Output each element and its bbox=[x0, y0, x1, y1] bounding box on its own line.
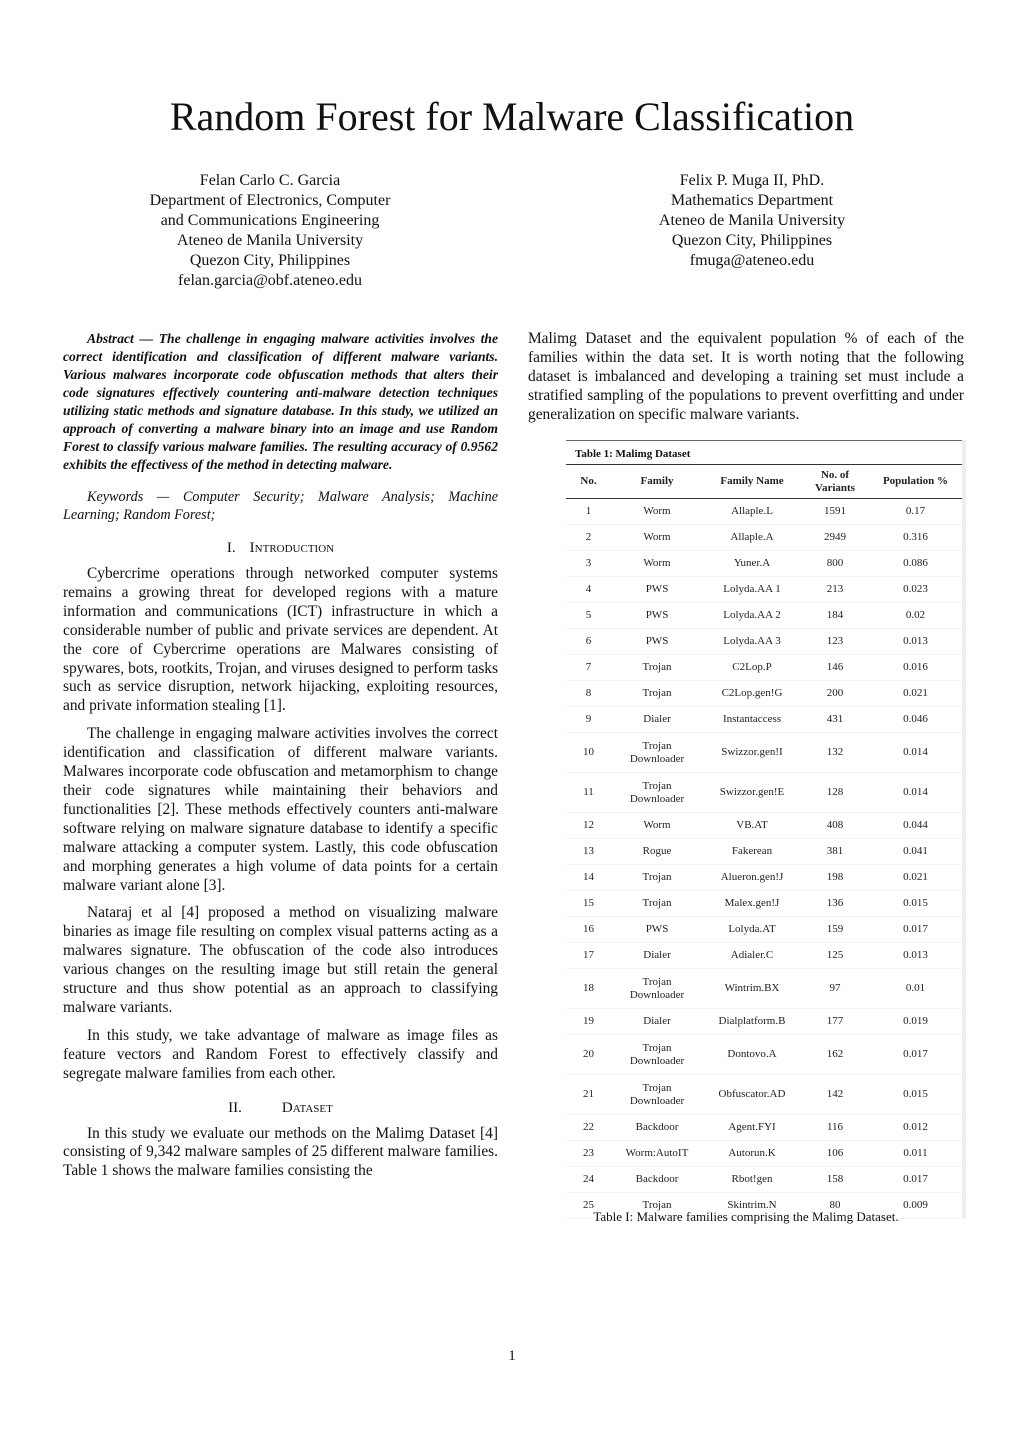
table-row bbox=[566, 629, 962, 655]
section-title: Dataset bbox=[281, 1099, 333, 1116]
table-cell: 0.011 bbox=[869, 1141, 962, 1167]
table-cell: 0.014 bbox=[869, 773, 962, 813]
table-cell: Worm bbox=[611, 551, 703, 577]
section-title: Introduction bbox=[249, 540, 335, 556]
table-cell: 128 bbox=[801, 773, 869, 813]
table-cell: 97 bbox=[801, 969, 869, 1009]
table-cell: 0.013 bbox=[869, 629, 962, 655]
table-cell: C2Lop.gen!G bbox=[703, 681, 801, 707]
table-cell: 125 bbox=[801, 943, 869, 969]
table-cell: 177 bbox=[801, 1009, 869, 1035]
author-name: Felix P. Muga II, PhD. bbox=[679, 172, 825, 189]
table-cell: 0.019 bbox=[869, 1009, 962, 1035]
table-row bbox=[566, 577, 962, 603]
table-cell: 2 bbox=[566, 525, 611, 551]
section-number: I. bbox=[226, 540, 236, 556]
table-cell: 1591 bbox=[801, 499, 869, 525]
table-cell: 8 bbox=[566, 681, 611, 707]
table-cell: 2949 bbox=[801, 525, 869, 551]
table-cell: 0.02 bbox=[869, 603, 962, 629]
table-cell: Adialer.C bbox=[703, 943, 801, 969]
table-cell: 3 bbox=[566, 551, 611, 577]
table-cell: Dialplatform.B bbox=[703, 1009, 801, 1035]
table-cell: 0.015 bbox=[869, 1075, 962, 1115]
table-cell: 116 bbox=[801, 1115, 869, 1141]
author-location: Quezon City, Philippines bbox=[189, 252, 351, 269]
table-cell: Dontovo.A bbox=[703, 1035, 801, 1075]
column-header: No. bbox=[566, 465, 611, 499]
table-row bbox=[566, 1035, 962, 1075]
table-cell: Worm bbox=[611, 525, 703, 551]
author-block-2 bbox=[592, 171, 912, 271]
table-cell: 162 bbox=[801, 1035, 869, 1075]
table-cell: 132 bbox=[801, 733, 869, 773]
table-cell: 0.086 bbox=[869, 551, 962, 577]
table-cell: 11 bbox=[566, 773, 611, 813]
table-cell: 23 bbox=[566, 1141, 611, 1167]
table-cell: 0.023 bbox=[869, 577, 962, 603]
table-cell: 381 bbox=[801, 839, 869, 865]
table-cell: 800 bbox=[801, 551, 869, 577]
table-cell: 25 bbox=[566, 1193, 611, 1219]
table-row bbox=[566, 1009, 962, 1035]
table-cell: C2Lop.P bbox=[703, 655, 801, 681]
table-row bbox=[566, 865, 962, 891]
table-row bbox=[566, 891, 962, 917]
section-heading-introduction bbox=[63, 539, 498, 557]
table-cell: 184 bbox=[801, 603, 869, 629]
table-cell: Rbot!gen bbox=[703, 1167, 801, 1193]
table-cell: 16 bbox=[566, 917, 611, 943]
author-affiliation: Mathematics Department bbox=[670, 192, 834, 209]
data-table bbox=[566, 464, 962, 1219]
table-cell: 9 bbox=[566, 707, 611, 733]
table-row bbox=[566, 773, 962, 813]
table-cell: Backdoor bbox=[611, 1167, 703, 1193]
table-cell: 0.012 bbox=[869, 1115, 962, 1141]
table-cell: 10 bbox=[566, 733, 611, 773]
author-email: felan.garcia@obf.ateneo.edu bbox=[178, 272, 362, 289]
table-row bbox=[566, 1167, 962, 1193]
table-cell: Allaple.L bbox=[703, 499, 801, 525]
table-cell: 0.041 bbox=[869, 839, 962, 865]
table-cell: Trojan Downloader bbox=[611, 773, 703, 813]
table-cell: 1 bbox=[566, 499, 611, 525]
malimg-table bbox=[566, 440, 962, 1219]
table-cell: 24 bbox=[566, 1167, 611, 1193]
section-number: II. bbox=[228, 1099, 242, 1116]
table-row bbox=[566, 1141, 962, 1167]
page-number: 1 bbox=[508, 1348, 516, 1364]
table-cell: Yuner.A bbox=[703, 551, 801, 577]
table-cell: 17 bbox=[566, 943, 611, 969]
table-cell: 0.017 bbox=[869, 917, 962, 943]
table-cell: VB.AT bbox=[703, 813, 801, 839]
table-cell: 7 bbox=[566, 655, 611, 681]
table-cell: 159 bbox=[801, 917, 869, 943]
author-location: Quezon City, Philippines bbox=[671, 232, 833, 249]
table-cell: Agent.FYI bbox=[703, 1115, 801, 1141]
table-cell: 408 bbox=[801, 813, 869, 839]
author-email: fmuga@ateneo.edu bbox=[689, 252, 815, 269]
table-cell: Trojan Downloader bbox=[611, 1035, 703, 1075]
column-header: Family bbox=[611, 465, 703, 499]
table-cell: 15 bbox=[566, 891, 611, 917]
column-header: Family Name bbox=[703, 465, 801, 499]
table-cell: Dialer bbox=[611, 943, 703, 969]
intro-paragraph-3: Nataraj et al [4] proposed a method on visualizing malware binaries as image file resulting on complex visual patterns acting as a malwares signature. The obfuscation of the code also introduces various changes on the resulting image but still retain the general structure and thus show potential as an approach to classifying malware variants. bbox=[63, 904, 498, 1016]
table-cell: 5 bbox=[566, 603, 611, 629]
table-cell: 6 bbox=[566, 629, 611, 655]
table-cell: 200 bbox=[801, 681, 869, 707]
table-cell: 136 bbox=[801, 891, 869, 917]
table-row bbox=[566, 655, 962, 681]
table-cell: 0.014 bbox=[869, 733, 962, 773]
table-cell: PWS bbox=[611, 629, 703, 655]
table-row bbox=[566, 525, 962, 551]
table-cell: Skintrim.N bbox=[703, 1193, 801, 1219]
table-row bbox=[566, 681, 962, 707]
table-row bbox=[566, 839, 962, 865]
table-cell: Rogue bbox=[611, 839, 703, 865]
table-cell: 0.021 bbox=[869, 681, 962, 707]
table-cell: Lolyda.AA 3 bbox=[703, 629, 801, 655]
table-cell: Fakerean bbox=[703, 839, 801, 865]
table-cell: Dialer bbox=[611, 1009, 703, 1035]
table-cell: 0.017 bbox=[869, 1035, 962, 1075]
table-cell: 18 bbox=[566, 969, 611, 1009]
table-cell: 80 bbox=[801, 1193, 869, 1219]
author-block-1 bbox=[110, 171, 430, 291]
intro-paragraph-1: Cybercrime operations through networked computer systems remains a growing threat for developed regions with a mature information and communications (ICT) infrastructure in which a considerable number of public and private services are dependent. At the core of Cybercrime operations are Malwares consisting of spywares, bots, rootkits, Trojan, and viruses designed to perform tasks such as service disruption, network hijacking, exploiting resources, and private information stealing [1]. bbox=[63, 565, 498, 715]
table-cell: 213 bbox=[801, 577, 869, 603]
table-side-shade bbox=[962, 440, 966, 1219]
table-cell: 13 bbox=[566, 839, 611, 865]
table-body bbox=[566, 499, 962, 1219]
table-cell: 106 bbox=[801, 1141, 869, 1167]
table-cell: Worm bbox=[611, 813, 703, 839]
table-cell: Worm bbox=[611, 499, 703, 525]
table-cell: 146 bbox=[801, 655, 869, 681]
table-cell: 20 bbox=[566, 1035, 611, 1075]
author-affiliation: Ateneo de Manila University bbox=[658, 212, 846, 229]
column-header: No. of Variants bbox=[801, 465, 869, 499]
table-cell: 198 bbox=[801, 865, 869, 891]
table-cell: 123 bbox=[801, 629, 869, 655]
table-cell: 0.017 bbox=[869, 1167, 962, 1193]
table-cell: 12 bbox=[566, 813, 611, 839]
table-cell: 0.021 bbox=[869, 865, 962, 891]
keywords: Keywords — Computer Security; Malware Analysis; Machine Learning; Random Forest; bbox=[63, 489, 498, 523]
table-row bbox=[566, 1075, 962, 1115]
table-cell: PWS bbox=[611, 577, 703, 603]
table-cell: 22 bbox=[566, 1115, 611, 1141]
left-column bbox=[63, 330, 498, 1181]
table-cell: Worm:AutoIT bbox=[611, 1141, 703, 1167]
table-cell: Trojan bbox=[611, 891, 703, 917]
table-cell: Dialer bbox=[611, 707, 703, 733]
table-cell: Autorun.K bbox=[703, 1141, 801, 1167]
table-cell: Wintrim.BX bbox=[703, 969, 801, 1009]
table-cell: 0.01 bbox=[869, 969, 962, 1009]
table-caption: Table I: Malware families comprising the Malimg Dataset. bbox=[593, 1209, 899, 1224]
paper-title: Random Forest for Malware Classification bbox=[169, 94, 855, 139]
table-cell: 0.013 bbox=[869, 943, 962, 969]
table-cell: PWS bbox=[611, 603, 703, 629]
table-row bbox=[566, 813, 962, 839]
author-affiliation: Ateneo de Manila University bbox=[176, 232, 364, 249]
abstract: Abstract — The challenge in engaging malware activities involves the correct identification and classification of different malware variants. Various malwares incorporate code obfuscation methods that alters their code signatures effectively countering anti-malware detection techniques utilizing static methods and signature database. In this study, we utilized an approach of converting a malware binary into an image and use Random Forest to classify various malware families. The resulting accuracy of 0.9562 exhibits the effectivess of the method in detecting malware. bbox=[63, 331, 498, 472]
table-cell: Allaple.A bbox=[703, 525, 801, 551]
table-cell: 14 bbox=[566, 865, 611, 891]
section-heading-dataset bbox=[63, 1099, 498, 1117]
table-cell: 4 bbox=[566, 577, 611, 603]
table-cell: PWS bbox=[611, 917, 703, 943]
table-row bbox=[566, 943, 962, 969]
table-cell: Trojan bbox=[611, 681, 703, 707]
table-cell: Trojan Downloader bbox=[611, 969, 703, 1009]
table-cell: 0.015 bbox=[869, 891, 962, 917]
table-cell: Trojan bbox=[611, 1193, 703, 1219]
table-cell: Trojan bbox=[611, 865, 703, 891]
table-row bbox=[566, 917, 962, 943]
table-cell: Swizzor.gen!E bbox=[703, 773, 801, 813]
table-title: Table 1: Malimg Dataset bbox=[575, 448, 691, 460]
dataset-paragraph-1: In this study we evaluate our methods on the Malimg Dataset [4] consisting of 9,342 malware samples of 25 different malware families. Table 1 shows the malware families consisting the bbox=[63, 1124, 498, 1180]
table-cell: Alueron.gen!J bbox=[703, 865, 801, 891]
table-cell: Instantaccess bbox=[703, 707, 801, 733]
table-cell: 0.016 bbox=[869, 655, 962, 681]
table-row bbox=[566, 707, 962, 733]
table-cell: 0.17 bbox=[869, 499, 962, 525]
table-cell: Trojan bbox=[611, 655, 703, 681]
author-affiliation: Department of Electronics, Computer bbox=[149, 192, 391, 209]
intro-paragraph-4: In this study, we take advantage of malware as image files as feature vectors and Random Forest to effectively classify and segregate malware families from each other. bbox=[63, 1026, 498, 1082]
table-row bbox=[566, 603, 962, 629]
table-cell: Malex.gen!J bbox=[703, 891, 801, 917]
table-cell: 158 bbox=[801, 1167, 869, 1193]
table-row bbox=[566, 969, 962, 1009]
table-row bbox=[566, 1115, 962, 1141]
table-row bbox=[566, 499, 962, 525]
table-cell: 142 bbox=[801, 1075, 869, 1115]
dataset-paragraph-continued: Malimg Dataset and the equivalent population % of each of the families within the data set. It is worth noting that the following dataset is imbalanced and developing a training set must include a stratified sampling of the populations to prevent overfitting and under generalization on specific malware variants. bbox=[528, 330, 964, 423]
author-name: Felan Carlo C. Garcia bbox=[199, 172, 341, 189]
table-cell: 431 bbox=[801, 707, 869, 733]
table-cell: 0.044 bbox=[869, 813, 962, 839]
table-cell: Trojan Downloader bbox=[611, 1075, 703, 1115]
table-cell: Lolyda.AA 1 bbox=[703, 577, 801, 603]
table-cell: 0.009 bbox=[869, 1193, 962, 1219]
author-affiliation: and Communications Engineering bbox=[160, 212, 380, 229]
table-cell: Backdoor bbox=[611, 1115, 703, 1141]
table-cell: Swizzor.gen!I bbox=[703, 733, 801, 773]
column-header: Population % bbox=[869, 465, 962, 499]
table-cell: 0.316 bbox=[869, 525, 962, 551]
intro-paragraph-2: The challenge in engaging malware activities involves the correct identification and classification of different malware variants. Malwares incorporate code obfuscation and metamorphism to change their code signatures while maintaining their behaviors and functionalities [2]. These methods effectively counters anti-malware software relying on malware signature database to identify a specific malware attacking a computer system. Lastly, this code obfuscation and morphing generates a high volume of data points for a certain malware variant alone [3]. bbox=[63, 725, 498, 894]
table-row bbox=[566, 733, 962, 773]
right-column bbox=[528, 330, 964, 425]
table-cell: Lolyda.AA 2 bbox=[703, 603, 801, 629]
table-row bbox=[566, 551, 962, 577]
table-cell: 0.046 bbox=[869, 707, 962, 733]
table-cell: Obfuscator.AD bbox=[703, 1075, 801, 1115]
table-cell: 19 bbox=[566, 1009, 611, 1035]
table-cell: Trojan Downloader bbox=[611, 733, 703, 773]
table-cell: Lolyda.AT bbox=[703, 917, 801, 943]
table-cell: 21 bbox=[566, 1075, 611, 1115]
